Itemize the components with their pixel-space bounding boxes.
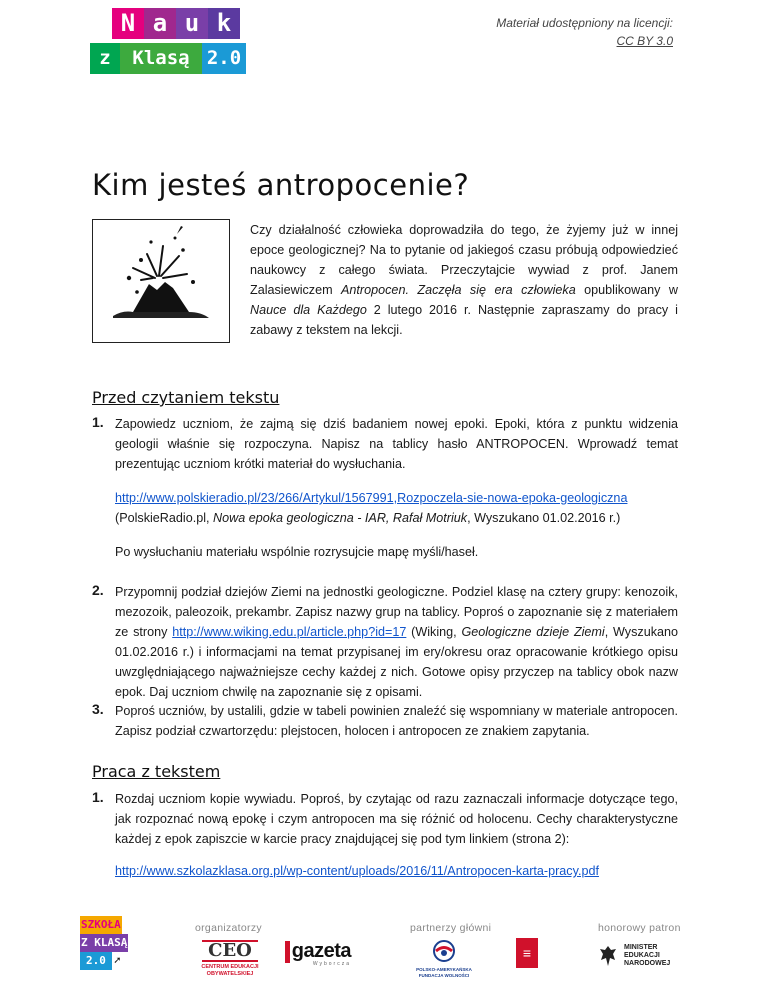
item-number: 1. — [92, 414, 104, 430]
item-text: Zapowiedz uczniom, że zajmą się dziś badaniem nowej epoki. Epoki, która z punktu widzenia geologii właśnie się rozpoczyna. Napisz na tablicy hasło ANTROPOCEN. Wprowadź temat prezentując uczniom krótki materiał do wysłuchania. — [115, 417, 678, 471]
logo-letter-a: a — [144, 8, 176, 39]
item-number: 3. — [92, 701, 104, 717]
szkola-z-klasa-logo: SZKOŁA Z KLASĄ 2.0 ➚ — [80, 916, 136, 974]
item-text: Przypomnij podział dziejów Ziemi na jednostki geologiczne. Podziel klasę na cztery grupy: kenozoik, mezozoik, paleozoik, prekambr. Zapisz nazwy grup na tablicy. Poproś o zapoznanie się z materiałem ze strony http://www.wiking.edu.pl/article.php?id=17 (Wiking, Geologiczne dzieje Ziemi, Wyszukano 01.02.2016 r.) i informacjami na temat przypisanej im ery/okresu oraz opracowanie krótkiego opisu uwzględniającego najważniejsze cechy każdej z nich. Gotowe opisy przyczep na tablicy obok nazw epok. Daj uczniom chwilę na zapoznanie się z opisami. — [115, 585, 679, 699]
partners-label: partnerzy główni — [410, 922, 492, 934]
patron-label: honorowy patron — [598, 922, 681, 934]
logo-letter-u: u — [176, 8, 208, 39]
worksheet-link[interactable]: http://www.szkolazklasa.org.pl/wp-content/uploads/2016/11/Antropocen-karta-pracy.pdf — [115, 864, 599, 878]
list-item — [92, 582, 678, 702]
logo-letter-n: N — [112, 8, 144, 39]
intro-paragraph: Czy działalność człowieka doprowadziła do tego, że żyjemy już w innej epoce geologicznej? Na to pytanie od jakiegoś czasu próbują odpowiedzieć naukowcy z całego świata. Przeczytajcie wywiad z prof. Janem Zalasiewiczem Antropocen. Zaczęła się era człowieka opublikowany w Nauce dla Każdego 2 lutego 2016 r. Następnie zapraszamy do pracy i zabawy z tekstem na lekcji. — [250, 223, 679, 337]
list-item — [92, 789, 678, 881]
pafw-emblem-icon — [433, 940, 455, 962]
partner-red-logo: ≡ — [516, 938, 538, 968]
wiking-link[interactable]: http://www.wiking.edu.pl/article.php?id=17 — [172, 625, 407, 639]
item-text: Poproś uczniów, by ustalili, gdzie w tabeli powinien znaleźć się wspomniany w materiale antropocen. Zapisz podział czwartorzędu: plejstocen, holocen i antropocen ze znakiem zapytania. — [115, 704, 678, 738]
ministry-logo: MINISTER EDUKACJI NARODOWEJ — [598, 944, 698, 968]
item-number: 2. — [92, 582, 104, 598]
license-link[interactable]: CC BY 3.0 — [616, 34, 673, 48]
license-note — [496, 14, 673, 50]
section-heading-before-reading: Przed czytaniem tekstu — [92, 388, 280, 407]
list-item — [92, 414, 678, 562]
item-number: 1. — [92, 789, 104, 805]
organizers-label: organizatorzy — [195, 922, 262, 934]
pafw-logo: POLSKO-AMERYKAŃSKA FUNDACJA WOLNOŚCI — [412, 940, 476, 979]
source-citation: http://www.polskieradio.pl/23/266/Artykul/1567991,Rozpoczela-sie-nowa-epoka-geologiczna (PolskieRadio.pl, Nowa epoka geologiczna - IAR, Rafał Motriuk, Wyszukano 01.02.2016 r.) — [115, 491, 628, 525]
ceo-logo: CEO CENTRUM EDUKACJI OBYWATELSKIEJ — [201, 940, 259, 977]
nauka-z-klasa-logo: N a u k z Klasą 2.0 — [90, 8, 246, 78]
item-text: Rozdaj uczniom kopie wywiadu. Poproś, by czytając od razu zaznaczali informacje dotyczące tego, jak rozpoznać nową epokę i czym antropocen ma się różnić od holocenu. Cechy charakterystyczne każdej z epok zapiszcie w karcie pracy znajdującej się pod tym linkiem (strona 2): — [115, 792, 678, 846]
volcano-icon — [92, 219, 230, 343]
list-item — [92, 701, 678, 741]
eagle-emblem-icon — [598, 944, 618, 968]
logo-letter-k: k — [208, 8, 240, 39]
page-title: Kim jesteś antropocenie? — [92, 168, 470, 202]
polskieradio-link[interactable]: http://www.polskieradio.pl/23/266/Artykul/1567991,Rozpoczela-sie-nowa-epoka-geologiczna — [115, 491, 628, 505]
item-followup: Po wysłuchaniu materiału wspólnie rozrysujcie mapę myśli/haseł. — [115, 545, 479, 559]
worksheet-link-wrap — [115, 861, 678, 881]
section-heading-working-with-text: Praca z tekstem — [92, 762, 221, 781]
license-text: Materiał udostępniony na licencji: — [496, 16, 673, 30]
gazeta-wyborcza-logo: gazeta Wyborcza — [285, 940, 351, 967]
